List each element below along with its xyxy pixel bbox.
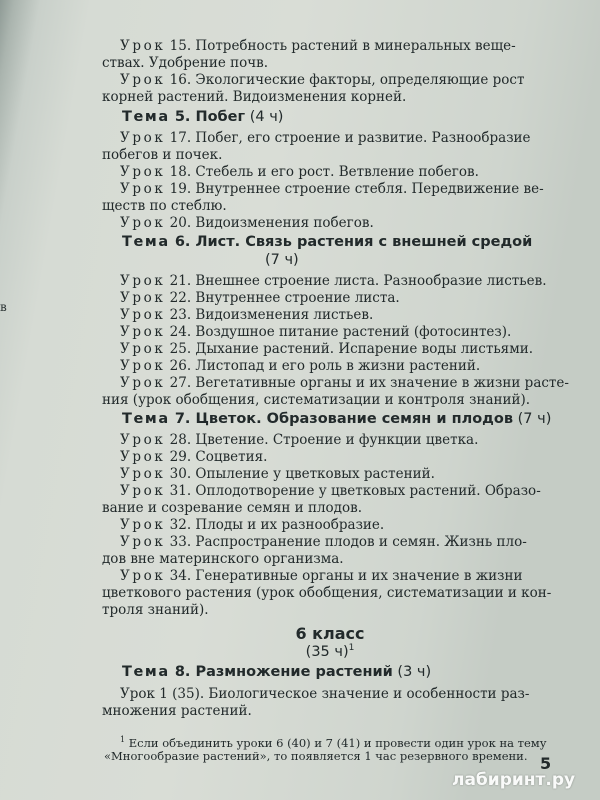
lesson-line: ствах. Удобрение почв. [102,55,269,71]
watermark: лабиринт.ру [452,770,576,790]
lesson-line: Урок 29. Соцветия. [120,449,268,465]
lesson-line: Урок 33. Распространение плодов и семян. Жизнь пло- [120,534,527,550]
footnote-line: «Многообразие растений», то появляется 1 час резервного времени. [104,749,528,763]
lesson-line: Урок 18. Стебель и его рост. Ветвление побегов. [120,164,479,180]
grade-title: 6 класс [295,624,365,643]
lesson-line: Урок 22. Внутреннее строение листа. [120,290,400,306]
grade-hours: (35 ч)$^1$ [305,643,355,660]
lesson-line: Урок 15. Потребность растений в минеральных веще- [120,38,516,54]
footnote-line: $^1$ Если объединить уроки 6 (40) и 7 (41) и провести один урок на тему [120,735,547,750]
topic-heading: Тема 6. Лист. Связь растения с внешней средой [122,234,533,250]
topic-heading: Тема 7. Цветок. Образование семян и плодов (7 ч) [122,411,552,427]
lesson-line: Урок 32. Плоды и их разнообразие. [120,517,385,533]
topic-hours: (7 ч) [265,252,299,268]
lesson-line: Урок 26. Листопад и его роль в жизни растений. [120,358,481,374]
lesson-line: вание и созревание семян и плодов. [102,500,363,516]
lesson-line: корней растений. Видоизменения корней. [102,89,407,105]
lesson-line: побегов и почек. [102,147,223,163]
topic-heading: Тема 5. Побег (4 ч) [122,109,284,125]
lesson-line: Урок 21. Внешнее строение листа. Разнообразие листьев. [120,273,547,289]
lesson-line: дов вне материнского организма. [102,551,344,567]
lesson-line: Урок 17. Побег, его строение и развитие. Разнообразие [120,130,531,146]
lesson-line: Урок 31. Оплодотворение у цветковых растений. Образо- [120,483,541,499]
lesson-line: Урок 28. Цветение. Строение и функции цветка. [120,432,479,448]
edge-letter: в [0,300,7,314]
lesson-line: Урок 19. Внутреннее строение стебля. Передвижение ве- [120,181,544,197]
lesson-line: Урок 20. Видоизменения побегов. [120,215,374,231]
lesson-line: ществ по стеблю. [102,198,227,214]
lesson-line: Урок 23. Видоизменения листьев. [120,307,374,323]
lesson-line: троля знаний). [102,602,209,618]
lesson-line: Урок 34. Генеративные органы и их значение в жизни [120,568,523,584]
lesson-line: множения растений. [102,703,252,719]
topic-heading: Тема 8. Размножение растений (3 ч) [122,664,432,680]
lesson-line: Урок 1 (35). Биологическое значение и особенности раз- [120,686,530,702]
lesson-line: цветкового растения (урок обобщения, систематизации и кон- [102,585,552,601]
lesson-line: ния (урок обобщения, систематизации и контроля знаний). [102,392,531,408]
lesson-line: Урок 27. Вегетативные органы и их значение в жизни расте- [120,375,569,391]
lesson-line: Урок 24. Воздушное питание растений (фотосинтез). [120,324,512,340]
lesson-line: Урок 25. Дыхание растений. Испарение воды листьями. [120,341,533,357]
lesson-line: Урок 16. Экологические факторы, определяющие рост [120,72,525,88]
page-number: 5 [540,754,552,773]
lesson-line: Урок 30. Опыление у цветковых растений. [120,466,435,482]
